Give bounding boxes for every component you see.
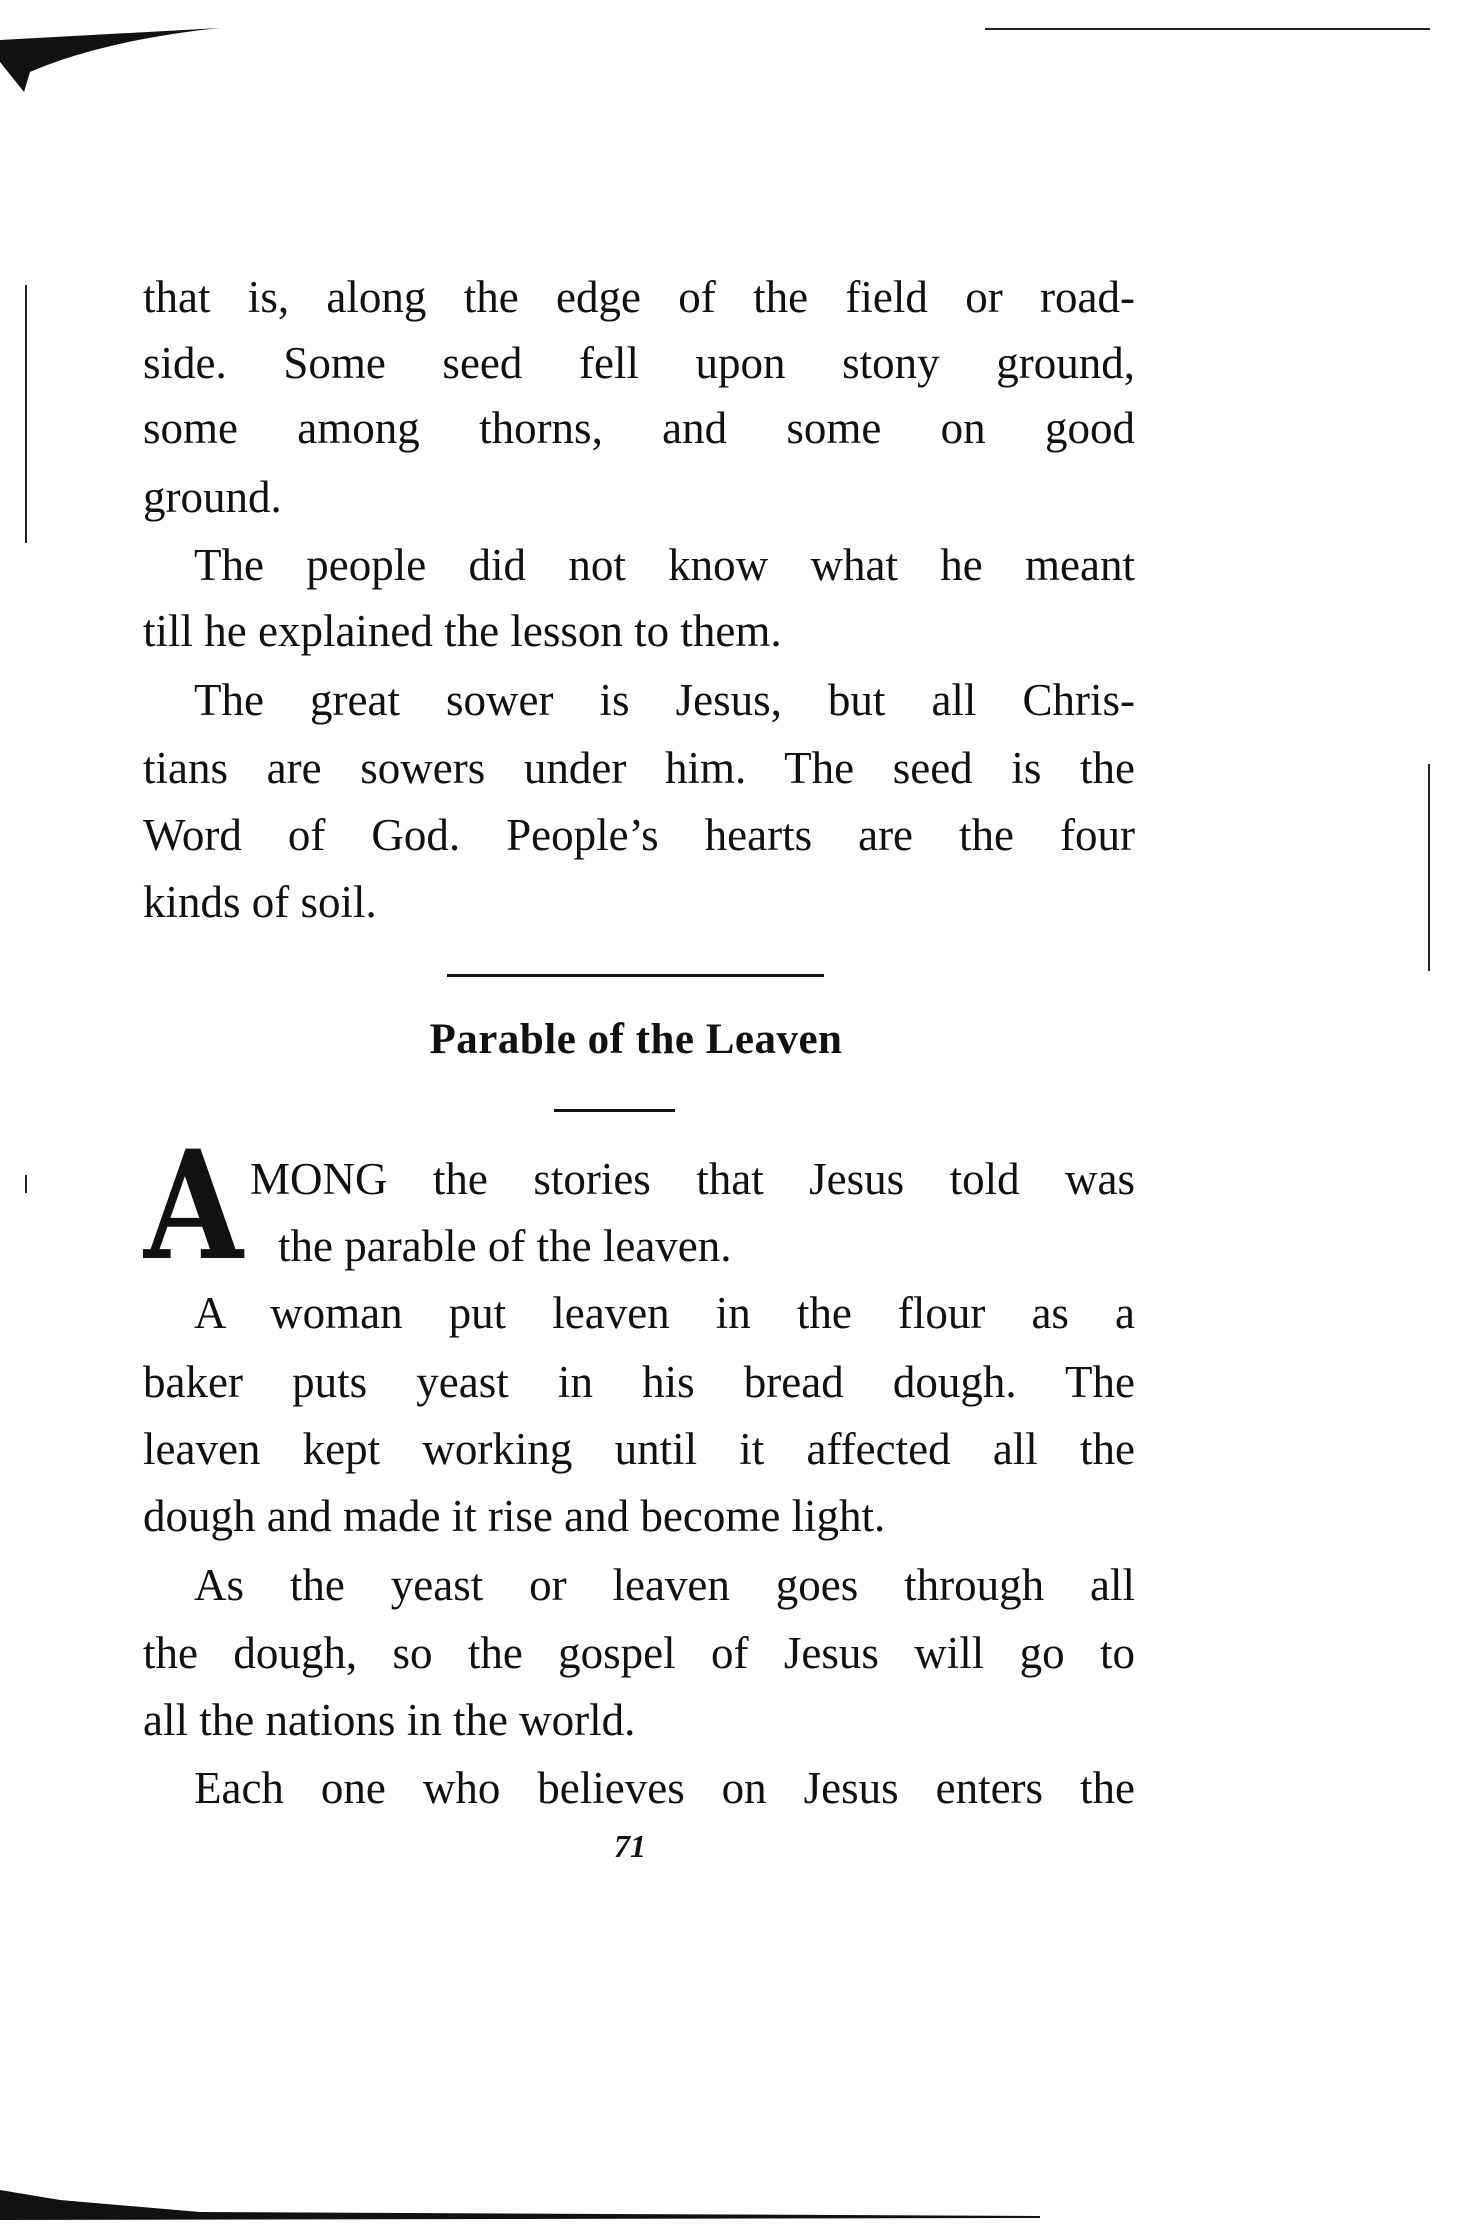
section-heading: Parable of the Leaven: [429, 1016, 843, 1063]
text-line: tians are sowers under him. The seed is the: [143, 743, 1135, 793]
text-line: the dough, so the gospel of Jesus will go to: [143, 1628, 1135, 1678]
text-line: Each one who believes on Jesus enters the: [194, 1763, 1135, 1813]
text-line: the parable of the leaven.: [278, 1221, 732, 1271]
drop-cap: A: [144, 1118, 243, 1294]
text-line: The great sower is Jesus, but all Chris-: [194, 675, 1135, 725]
text-line: MONG the stories that Jesus told was: [250, 1154, 1135, 1204]
text-line: all the nations in the world.: [143, 1695, 636, 1745]
text-line: kinds of soil.: [143, 877, 377, 927]
scan-mark-left: [25, 1175, 27, 1193]
section-rule-top: [447, 974, 824, 977]
page-number: 71: [614, 1828, 646, 1864]
scan-edge-line-top: [985, 28, 1430, 30]
scan-edge-line-left: [25, 285, 27, 543]
text-line: baker puts yeast in his bread dough. The: [143, 1357, 1135, 1407]
text-line: Word of God. People’s hearts are the four: [143, 810, 1135, 860]
text-line: till he explained the lesson to them.: [143, 606, 782, 656]
text-line: dough and made it rise and become light.: [143, 1491, 886, 1541]
text-line: some among thorns, and some on good: [143, 403, 1135, 453]
text-line: side. Some seed fell upon stony ground,: [143, 338, 1135, 388]
text-line: leaven kept working until it affected all the: [143, 1424, 1135, 1474]
section-rule-bottom: [554, 1109, 675, 1112]
scan-edge-line-right: [1428, 764, 1430, 971]
scan-corner-shadow-top: [0, 0, 240, 100]
text-line: ground.: [143, 472, 282, 522]
text-line: that is, along the edge of the field or road-: [143, 272, 1135, 322]
text-line: A woman put leaven in the flour as a: [194, 1288, 1135, 1338]
text-line: As the yeast or leaven goes through all: [194, 1560, 1135, 1610]
text-line: The people did not know what he meant: [194, 540, 1135, 590]
scan-corner-shadow-bottom: [0, 2170, 1050, 2234]
